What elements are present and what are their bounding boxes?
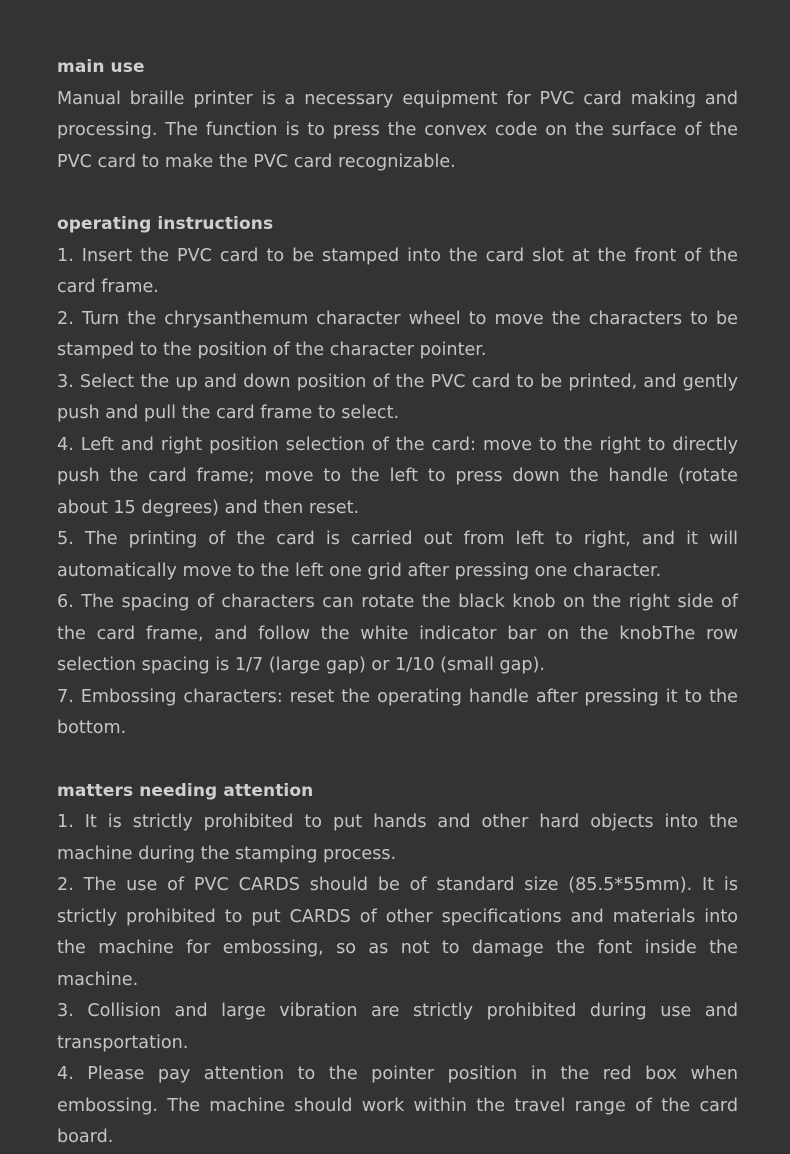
instruction-step-2: 2. Turn the chrysanthemum character wheel to move the characters to be stamped to the position of the character pointer. xyxy=(57,308,738,360)
instruction-step-4: 4. Left and right position selection of the card: move to the right to directly push the card frame; move to the left to press down the handle (rotate about 15 degrees) and then reset. xyxy=(57,434,738,518)
operating-instructions-section xyxy=(57,209,738,745)
instruction-step-3: 3. Select the up and down position of the PVC card to be printed, and gently push and pull the card frame to select. xyxy=(57,371,738,423)
instruction-step-7: 7. Embossing characters: reset the operating handle after pressing it to the bottom. xyxy=(57,686,738,738)
attention-item-2: 2. The use of PVC CARDS should be of standard size (85.5*55mm). It is strictly prohibited to put CARDS of other specifications and materials into the machine for embossing, so as not to damage the font inside the machine. xyxy=(57,875,738,990)
operating-instructions-heading: operating instructions xyxy=(57,214,274,234)
main-use-heading: main use xyxy=(57,57,145,77)
attention-section xyxy=(57,776,738,1154)
attention-heading: matters needing attention xyxy=(57,780,314,801)
main-use-section xyxy=(57,52,738,178)
instruction-step-1: 1. Insert the PVC card to be stamped into the card slot at the front of the card frame. xyxy=(57,245,738,297)
attention-item-1: 1. It is strictly prohibited to put hands and other hard objects into the machine during the stamping process. xyxy=(57,812,738,864)
instruction-step-5: 5. The printing of the card is carried out from left to right, and it will automatically move to the left one grid after pressing one character. xyxy=(57,529,738,581)
instruction-step-6: 6. The spacing of characters can rotate the black knob on the right side of the card frame, and follow the white indicator bar on the knobThe row selection spacing is 1/7 (large gap) or 1/10 (small gap). xyxy=(57,592,738,675)
attention-item-3: 3. Collision and large vibration are strictly prohibited during use and transportation. xyxy=(57,1001,738,1053)
main-use-paragraph: Manual braille printer is a necessary equipment for PVC card making and processing. The function is to press the convex code on the surface of the PVC card to make the PVC card recognizable. xyxy=(57,88,738,172)
attention-item-4: 4. Please pay attention to the pointer position in the red box when embossing. The machine should work within the travel range of the card board. xyxy=(57,1064,738,1147)
